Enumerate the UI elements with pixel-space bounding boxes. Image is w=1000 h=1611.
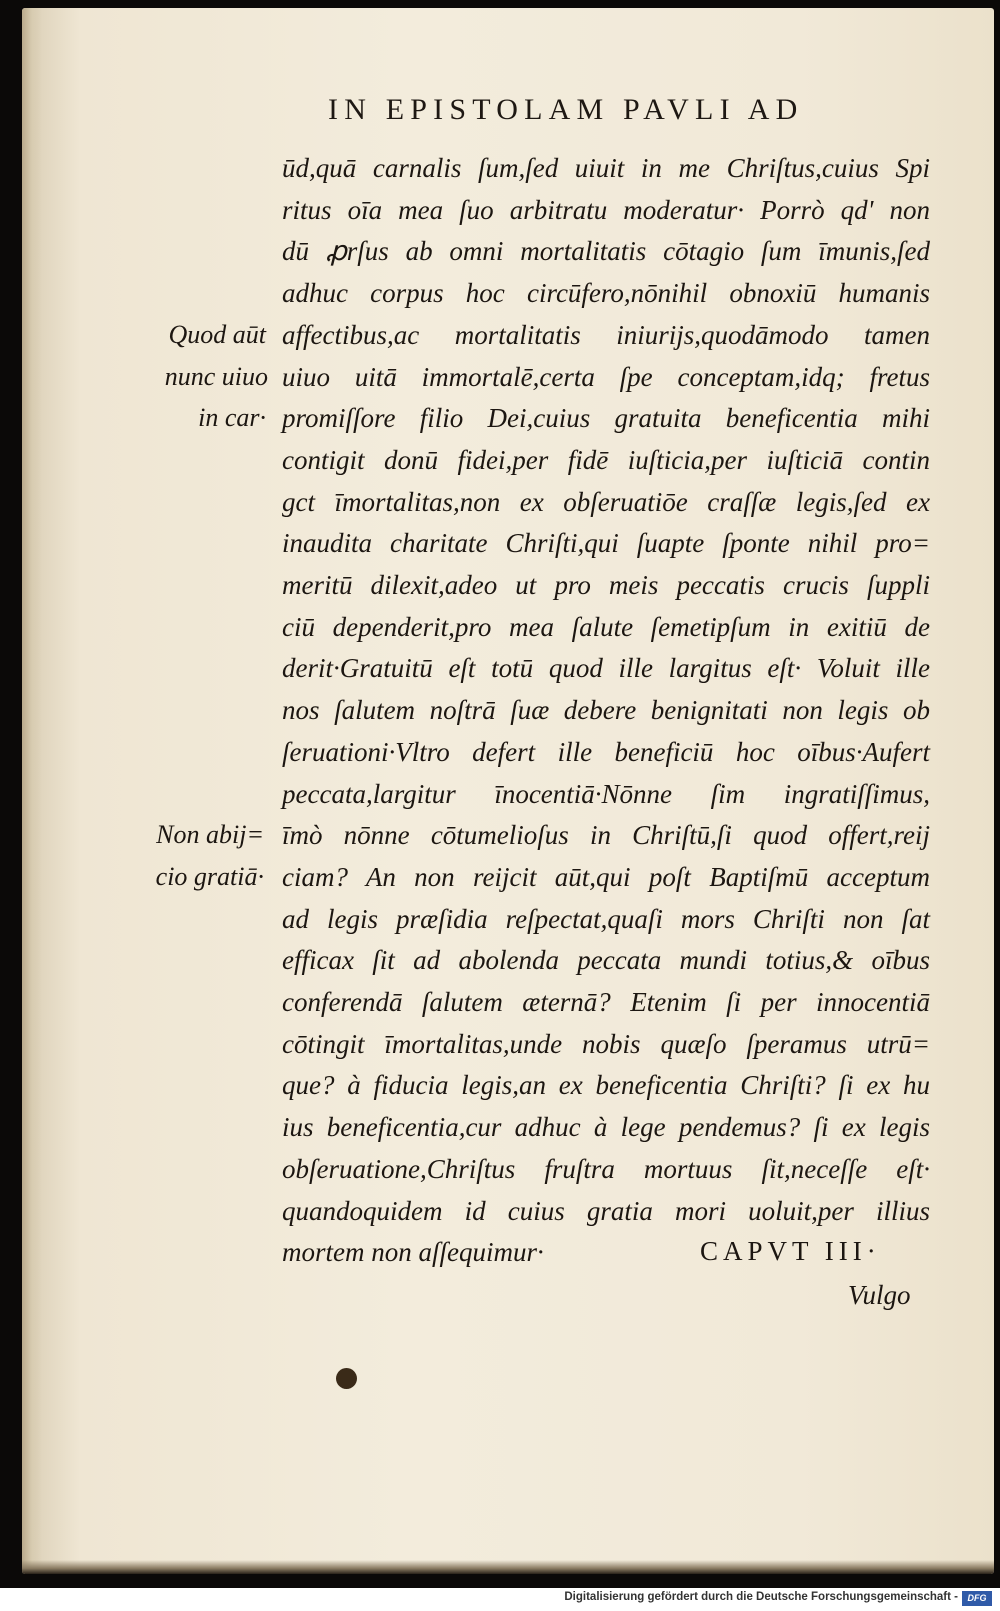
text-line: dū ꝓrſus ab omni mortalitatis cōtagio ſum īmunis,ſed	[282, 236, 930, 267]
text-line: efficax ſit ad abolenda peccata mundi totius,& oībus	[282, 945, 930, 976]
text-line: gct īmortalitas,non ex obſeruatiōe craſſæ legis,ſed ex	[282, 486, 930, 517]
text-line: ciam? An non reijcit aūt,qui poſt Baptiſmū acceptum	[282, 861, 930, 892]
text-line: cōtingit īmortalitas,unde nobis quæſo ſperamus utrū=	[282, 1028, 930, 1059]
page-bottom-edge	[22, 1560, 994, 1574]
text-line: ūd,quā carnalis ſum,ſed uiuit in me Chriſtus,cuius Spi	[282, 153, 930, 183]
text-line: affectibus,ac mortalitatis iniurijs,quodāmodo tamen	[282, 319, 930, 350]
footer-bar	[0, 1588, 1000, 1611]
text-line: adhuc corpus hoc circūfero,nōnihil obnoxiū humanis	[282, 278, 930, 309]
margin-note: in car·	[198, 403, 266, 433]
text-line: ritus oīa mea ſuo arbitratu moderatur· Porrò qd' non	[282, 194, 930, 225]
text-line: promiſſore filio Dei,cuius gratuita beneficentia mihi	[282, 403, 930, 434]
text-line: inaudita charitate Chriſti,qui ſuapte ſponte nihil pro=	[282, 528, 930, 559]
text-line: contigit donū fidei,per fidē iuſticia,per iuſticiā contin	[282, 444, 930, 475]
text-line: peccata,largitur īnocentiā·Nōnne ſim ingratiſſimus,	[282, 778, 930, 809]
footer-credit: Digitalisierung gefördert durch die Deutsche Forschungsgemeinschaft -	[564, 1591, 958, 1603]
text-line: īmò nōnne cōtumelioſus in Chriſtū,ſi quod offert,reij	[282, 820, 930, 851]
text-line: ſeruationi·Vltro defert ille beneficiū hoc oībus·Aufert	[282, 736, 930, 767]
margin-note: nunc uiuo	[164, 361, 268, 391]
text-line: quandoquidem id cuius gratia mori uoluit,per illius	[282, 1195, 930, 1226]
text-line: mortem non aſſequimur·	[282, 1237, 544, 1268]
text-line: ius beneficentia,cur adhuc à lege pendemus? ſi ex legis	[282, 1112, 930, 1143]
ink-blot	[336, 1368, 357, 1389]
text-line: conferendā ſalutem æternā? Etenim ſi per innocentiā	[282, 987, 930, 1017]
text-line: ad legis præſidia reſpectat,quaſi mors Chriſti non ſat	[282, 903, 930, 934]
margin-note: Non abij=	[156, 820, 264, 850]
text-line: meritū dilexit,adeo ut pro meis peccatis crucis ſuppli	[282, 570, 930, 600]
text-line: derit·Gratuitū eſt totū quod ille largitus eſt· Voluit ille	[282, 653, 930, 684]
margin-note: cio gratiā·	[155, 861, 264, 891]
text-line: uiuo uitā immortalē,certa ſpe conceptam,idq; fretus	[282, 361, 930, 392]
text-line: que? à fiducia legis,an ex beneficentia Chriſti? ſi ex hu	[282, 1070, 930, 1101]
margin-note: Quod aūt	[168, 319, 266, 349]
text-line: obſeruatione,Chriſtus fruſtra mortuus ſit,neceſſe eſt·	[282, 1153, 930, 1184]
chapter-heading: CAPVT III·	[700, 1236, 881, 1266]
running-title: IN EPISTOLAM PAVLI AD	[328, 93, 804, 126]
catchword: Vulgo	[848, 1280, 911, 1310]
dfg-logo-icon: DFG	[962, 1591, 992, 1606]
text-line: ciū dependerit,pro mea ſalute ſemetipſum in exitiū de	[282, 611, 930, 642]
text-line: nos ſalutem noſtrā ſuæ debere benignitati non legis ob	[282, 695, 930, 726]
